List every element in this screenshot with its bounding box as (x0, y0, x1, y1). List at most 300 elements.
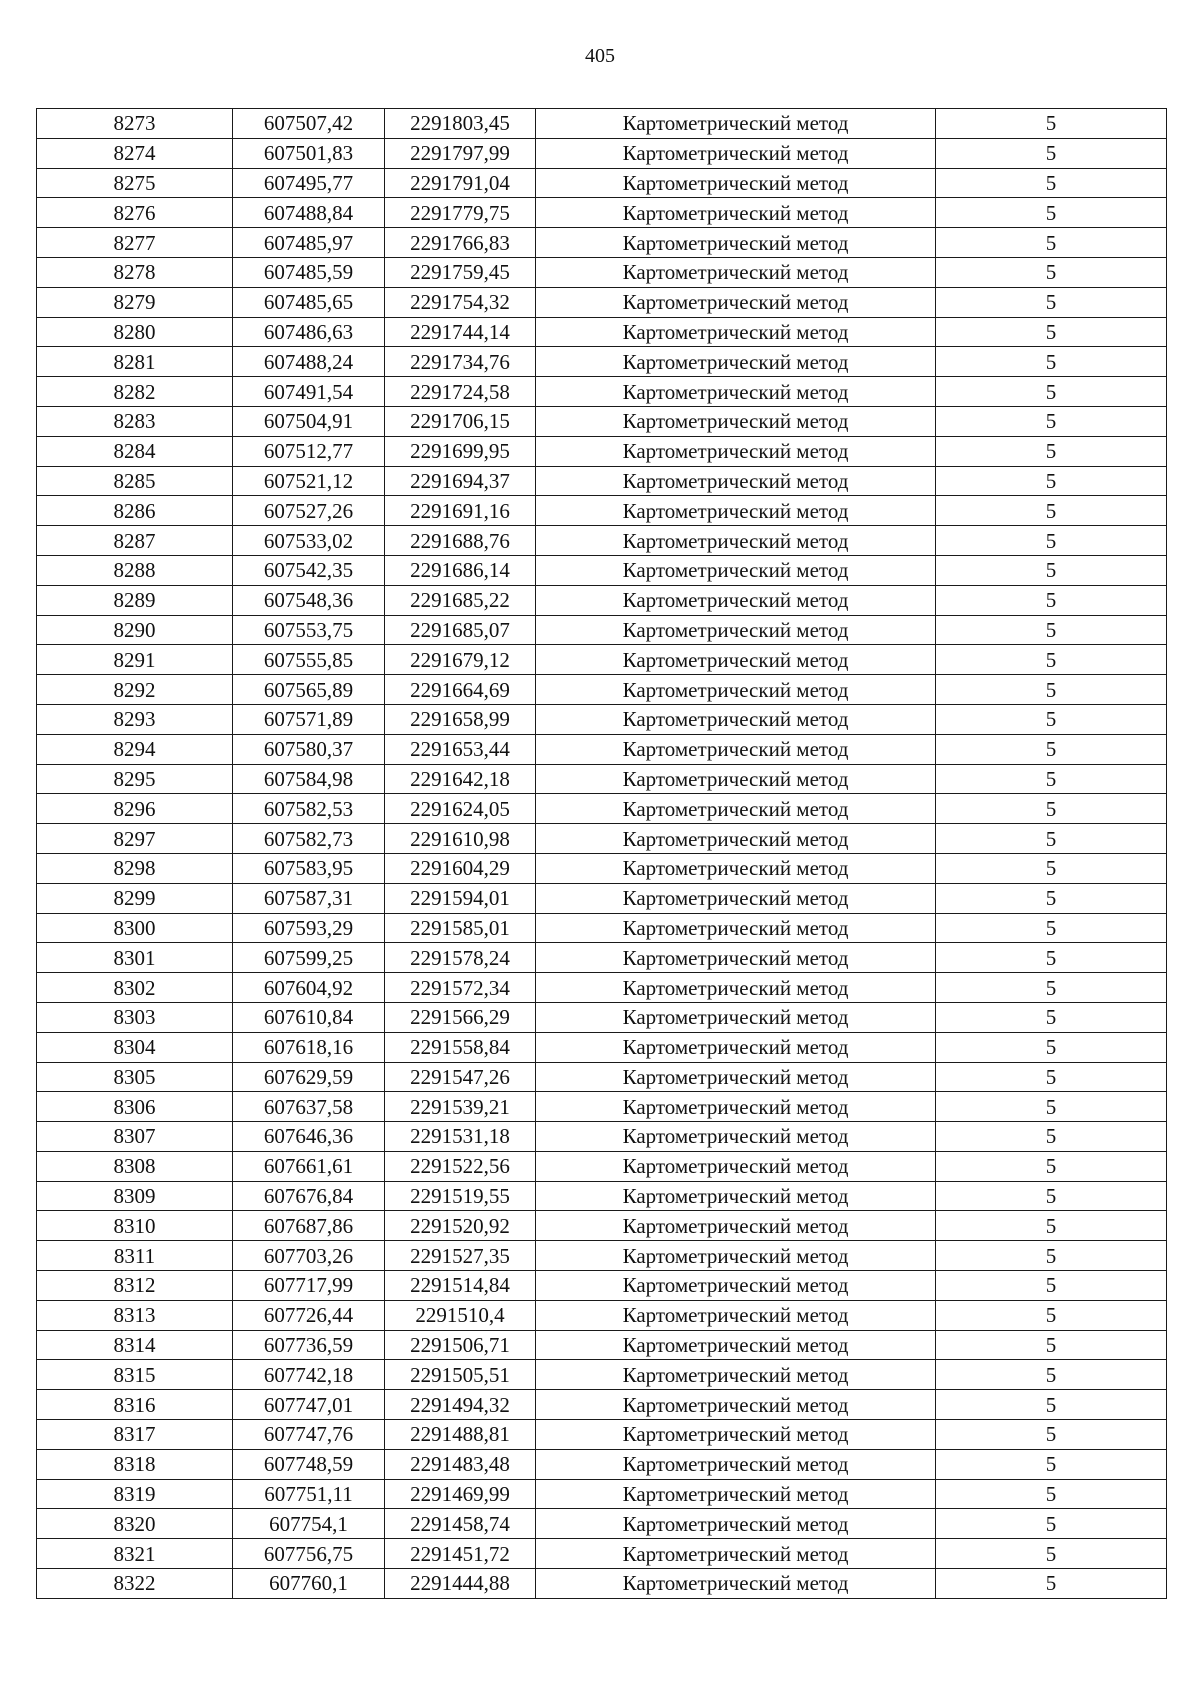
accuracy-cell: 5 (936, 1181, 1167, 1211)
y-coordinate-cell: 2291522,56 (385, 1151, 536, 1181)
accuracy-cell: 5 (936, 526, 1167, 556)
point-number-cell: 8273 (37, 109, 233, 139)
method-cell: Картометрический метод (536, 1181, 936, 1211)
accuracy-cell: 5 (936, 347, 1167, 377)
method-cell: Картометрический метод (536, 734, 936, 764)
accuracy-cell: 5 (936, 1002, 1167, 1032)
y-coordinate-cell: 2291653,44 (385, 734, 536, 764)
method-cell: Картометрический метод (536, 1002, 936, 1032)
x-coordinate-cell: 607646,36 (233, 1122, 385, 1152)
point-number-cell: 8287 (37, 526, 233, 556)
accuracy-cell: 5 (936, 1539, 1167, 1569)
y-coordinate-cell: 2291664,69 (385, 675, 536, 705)
point-number-cell: 8292 (37, 675, 233, 705)
y-coordinate-cell: 2291539,21 (385, 1092, 536, 1122)
accuracy-cell: 5 (936, 1122, 1167, 1152)
method-cell: Картометрический метод (536, 704, 936, 734)
x-coordinate-cell: 607604,92 (233, 973, 385, 1003)
accuracy-cell: 5 (936, 824, 1167, 854)
point-number-cell: 8300 (37, 913, 233, 943)
table-row (37, 168, 1167, 198)
accuracy-cell: 5 (936, 675, 1167, 705)
method-cell: Картометрический метод (536, 1241, 936, 1271)
point-number-cell: 8281 (37, 347, 233, 377)
x-coordinate-cell: 607610,84 (233, 1002, 385, 1032)
x-coordinate-cell: 607756,75 (233, 1539, 385, 1569)
point-number-cell: 8296 (37, 794, 233, 824)
accuracy-cell: 5 (936, 109, 1167, 139)
method-cell: Картометрический метод (536, 943, 936, 973)
accuracy-cell: 5 (936, 466, 1167, 496)
accuracy-cell: 5 (936, 1569, 1167, 1599)
table-row (37, 1151, 1167, 1181)
x-coordinate-cell: 607736,59 (233, 1330, 385, 1360)
table-row (37, 496, 1167, 526)
accuracy-cell: 5 (936, 1032, 1167, 1062)
accuracy-cell: 5 (936, 198, 1167, 228)
x-coordinate-cell: 607754,1 (233, 1509, 385, 1539)
accuracy-cell: 5 (936, 1390, 1167, 1420)
point-number-cell: 8316 (37, 1390, 233, 1420)
accuracy-cell: 5 (936, 257, 1167, 287)
y-coordinate-cell: 2291604,29 (385, 853, 536, 883)
accuracy-cell: 5 (936, 138, 1167, 168)
method-cell: Картометрический метод (536, 406, 936, 436)
y-coordinate-cell: 2291694,37 (385, 466, 536, 496)
point-number-cell: 8274 (37, 138, 233, 168)
point-number-cell: 8285 (37, 466, 233, 496)
point-number-cell: 8290 (37, 615, 233, 645)
y-coordinate-cell: 2291759,45 (385, 257, 536, 287)
y-coordinate-cell: 2291744,14 (385, 317, 536, 347)
accuracy-cell: 5 (936, 406, 1167, 436)
table-row (37, 1539, 1167, 1569)
table-row (37, 973, 1167, 1003)
accuracy-cell: 5 (936, 436, 1167, 466)
accuracy-cell: 5 (936, 1360, 1167, 1390)
table-row (37, 406, 1167, 436)
x-coordinate-cell: 607521,12 (233, 466, 385, 496)
x-coordinate-cell: 607485,65 (233, 287, 385, 317)
y-coordinate-cell: 2291624,05 (385, 794, 536, 824)
table-row (37, 287, 1167, 317)
y-coordinate-cell: 2291688,76 (385, 526, 536, 556)
method-cell: Картометрический метод (536, 436, 936, 466)
method-cell: Картометрический метод (536, 1271, 936, 1301)
point-number-cell: 8304 (37, 1032, 233, 1062)
x-coordinate-cell: 607687,86 (233, 1211, 385, 1241)
x-coordinate-cell: 607512,77 (233, 436, 385, 466)
y-coordinate-cell: 2291766,83 (385, 228, 536, 258)
method-cell: Картометрический метод (536, 1122, 936, 1152)
y-coordinate-cell: 2291572,34 (385, 973, 536, 1003)
x-coordinate-cell: 607582,73 (233, 824, 385, 854)
point-number-cell: 8298 (37, 853, 233, 883)
method-cell: Картометрический метод (536, 287, 936, 317)
y-coordinate-cell: 2291610,98 (385, 824, 536, 854)
table-row (37, 764, 1167, 794)
x-coordinate-cell: 607486,63 (233, 317, 385, 347)
y-coordinate-cell: 2291469,99 (385, 1479, 536, 1509)
table-row (37, 1032, 1167, 1062)
method-cell: Картометрический метод (536, 317, 936, 347)
method-cell: Картометрический метод (536, 1569, 936, 1599)
coordinates-table-body (37, 109, 1167, 1599)
method-cell: Картометрический метод (536, 496, 936, 526)
point-number-cell: 8309 (37, 1181, 233, 1211)
x-coordinate-cell: 607676,84 (233, 1181, 385, 1211)
method-cell: Картометрический метод (536, 466, 936, 496)
y-coordinate-cell: 2291686,14 (385, 555, 536, 585)
method-cell: Картометрический метод (536, 853, 936, 883)
y-coordinate-cell: 2291642,18 (385, 764, 536, 794)
table-row (37, 824, 1167, 854)
table-row (37, 1390, 1167, 1420)
table-row (37, 1300, 1167, 1330)
method-cell: Картометрический метод (536, 1032, 936, 1062)
accuracy-cell: 5 (936, 1420, 1167, 1450)
x-coordinate-cell: 607742,18 (233, 1360, 385, 1390)
point-number-cell: 8322 (37, 1569, 233, 1599)
accuracy-cell: 5 (936, 645, 1167, 675)
y-coordinate-cell: 2291685,07 (385, 615, 536, 645)
x-coordinate-cell: 607717,99 (233, 1271, 385, 1301)
y-coordinate-cell: 2291797,99 (385, 138, 536, 168)
point-number-cell: 8291 (37, 645, 233, 675)
table-row (37, 377, 1167, 407)
point-number-cell: 8319 (37, 1479, 233, 1509)
x-coordinate-cell: 607582,53 (233, 794, 385, 824)
x-coordinate-cell: 607565,89 (233, 675, 385, 705)
method-cell: Картометрический метод (536, 1360, 936, 1390)
method-cell: Картометрический метод (536, 1390, 936, 1420)
point-number-cell: 8284 (37, 436, 233, 466)
table-row (37, 943, 1167, 973)
y-coordinate-cell: 2291679,12 (385, 645, 536, 675)
method-cell: Картометрический метод (536, 675, 936, 705)
table-row (37, 109, 1167, 139)
x-coordinate-cell: 607629,59 (233, 1062, 385, 1092)
method-cell: Картометрический метод (536, 1509, 936, 1539)
point-number-cell: 8315 (37, 1360, 233, 1390)
point-number-cell: 8276 (37, 198, 233, 228)
y-coordinate-cell: 2291451,72 (385, 1539, 536, 1569)
table-row (37, 466, 1167, 496)
accuracy-cell: 5 (936, 168, 1167, 198)
point-number-cell: 8318 (37, 1449, 233, 1479)
y-coordinate-cell: 2291527,35 (385, 1241, 536, 1271)
table-row (37, 1122, 1167, 1152)
table-row (37, 198, 1167, 228)
x-coordinate-cell: 607488,84 (233, 198, 385, 228)
accuracy-cell: 5 (936, 973, 1167, 1003)
point-number-cell: 8280 (37, 317, 233, 347)
table-row (37, 853, 1167, 883)
x-coordinate-cell: 607703,26 (233, 1241, 385, 1271)
method-cell: Картометрический метод (536, 109, 936, 139)
point-number-cell: 8306 (37, 1092, 233, 1122)
method-cell: Картометрический метод (536, 1479, 936, 1509)
y-coordinate-cell: 2291520,92 (385, 1211, 536, 1241)
table-row (37, 1211, 1167, 1241)
method-cell: Картометрический метод (536, 1092, 936, 1122)
accuracy-cell: 5 (936, 883, 1167, 913)
table-row (37, 1360, 1167, 1390)
table-row (37, 913, 1167, 943)
point-number-cell: 8308 (37, 1151, 233, 1181)
x-coordinate-cell: 607485,97 (233, 228, 385, 258)
page-number: 405 (585, 45, 615, 67)
table-row (37, 1569, 1167, 1599)
method-cell: Картометрический метод (536, 1300, 936, 1330)
x-coordinate-cell: 607637,58 (233, 1092, 385, 1122)
accuracy-cell: 5 (936, 1449, 1167, 1479)
method-cell: Картометрический метод (536, 824, 936, 854)
table-row (37, 585, 1167, 615)
method-cell: Картометрический метод (536, 228, 936, 258)
x-coordinate-cell: 607580,37 (233, 734, 385, 764)
table-row (37, 1509, 1167, 1539)
x-coordinate-cell: 607583,95 (233, 853, 385, 883)
x-coordinate-cell: 607533,02 (233, 526, 385, 556)
method-cell: Картометрический метод (536, 1151, 936, 1181)
method-cell: Картометрический метод (536, 1420, 936, 1450)
point-number-cell: 8299 (37, 883, 233, 913)
method-cell: Картометрический метод (536, 257, 936, 287)
point-number-cell: 8303 (37, 1002, 233, 1032)
y-coordinate-cell: 2291488,81 (385, 1420, 536, 1450)
table-row (37, 645, 1167, 675)
method-cell: Картометрический метод (536, 1449, 936, 1479)
y-coordinate-cell: 2291483,48 (385, 1449, 536, 1479)
x-coordinate-cell: 607760,1 (233, 1569, 385, 1599)
table-row (37, 704, 1167, 734)
method-cell: Картометрический метод (536, 883, 936, 913)
point-number-cell: 8277 (37, 228, 233, 258)
point-number-cell: 8286 (37, 496, 233, 526)
table-row (37, 1479, 1167, 1509)
y-coordinate-cell: 2291691,16 (385, 496, 536, 526)
x-coordinate-cell: 607507,42 (233, 109, 385, 139)
point-number-cell: 8278 (37, 257, 233, 287)
y-coordinate-cell: 2291444,88 (385, 1569, 536, 1599)
table-row (37, 615, 1167, 645)
x-coordinate-cell: 607726,44 (233, 1300, 385, 1330)
method-cell: Картометрический метод (536, 168, 936, 198)
table-row (37, 555, 1167, 585)
x-coordinate-cell: 607571,89 (233, 704, 385, 734)
point-number-cell: 8321 (37, 1539, 233, 1569)
method-cell: Картометрический метод (536, 1539, 936, 1569)
x-coordinate-cell: 607747,01 (233, 1390, 385, 1420)
y-coordinate-cell: 2291458,74 (385, 1509, 536, 1539)
accuracy-cell: 5 (936, 794, 1167, 824)
y-coordinate-cell: 2291519,55 (385, 1181, 536, 1211)
point-number-cell: 8283 (37, 406, 233, 436)
table-row (37, 883, 1167, 913)
point-number-cell: 8279 (37, 287, 233, 317)
x-coordinate-cell: 607748,59 (233, 1449, 385, 1479)
y-coordinate-cell: 2291803,45 (385, 109, 536, 139)
accuracy-cell: 5 (936, 1330, 1167, 1360)
y-coordinate-cell: 2291558,84 (385, 1032, 536, 1062)
point-number-cell: 8288 (37, 555, 233, 585)
accuracy-cell: 5 (936, 228, 1167, 258)
method-cell: Картометрический метод (536, 913, 936, 943)
x-coordinate-cell: 607555,85 (233, 645, 385, 675)
table-row (37, 347, 1167, 377)
x-coordinate-cell: 607485,59 (233, 257, 385, 287)
x-coordinate-cell: 607599,25 (233, 943, 385, 973)
table-row (37, 1092, 1167, 1122)
method-cell: Картометрический метод (536, 645, 936, 675)
table-row (37, 228, 1167, 258)
accuracy-cell: 5 (936, 496, 1167, 526)
x-coordinate-cell: 607542,35 (233, 555, 385, 585)
table-row (37, 1271, 1167, 1301)
accuracy-cell: 5 (936, 1509, 1167, 1539)
coordinates-table (36, 108, 1167, 1599)
accuracy-cell: 5 (936, 1211, 1167, 1241)
accuracy-cell: 5 (936, 1241, 1167, 1271)
table-row (37, 675, 1167, 705)
accuracy-cell: 5 (936, 1300, 1167, 1330)
table-row (37, 1002, 1167, 1032)
accuracy-cell: 5 (936, 704, 1167, 734)
x-coordinate-cell: 607587,31 (233, 883, 385, 913)
x-coordinate-cell: 607593,29 (233, 913, 385, 943)
accuracy-cell: 5 (936, 764, 1167, 794)
point-number-cell: 8294 (37, 734, 233, 764)
x-coordinate-cell: 607504,91 (233, 406, 385, 436)
x-coordinate-cell: 607501,83 (233, 138, 385, 168)
point-number-cell: 8297 (37, 824, 233, 854)
y-coordinate-cell: 2291505,51 (385, 1360, 536, 1390)
accuracy-cell: 5 (936, 913, 1167, 943)
accuracy-cell: 5 (936, 585, 1167, 615)
table-row (37, 1062, 1167, 1092)
y-coordinate-cell: 2291547,26 (385, 1062, 536, 1092)
x-coordinate-cell: 607548,36 (233, 585, 385, 615)
accuracy-cell: 5 (936, 1151, 1167, 1181)
table-row (37, 1449, 1167, 1479)
method-cell: Картометрический метод (536, 347, 936, 377)
method-cell: Картометрический метод (536, 555, 936, 585)
y-coordinate-cell: 2291585,01 (385, 913, 536, 943)
y-coordinate-cell: 2291706,15 (385, 406, 536, 436)
method-cell: Картометрический метод (536, 377, 936, 407)
y-coordinate-cell: 2291685,22 (385, 585, 536, 615)
point-number-cell: 8275 (37, 168, 233, 198)
accuracy-cell: 5 (936, 377, 1167, 407)
accuracy-cell: 5 (936, 287, 1167, 317)
y-coordinate-cell: 2291754,32 (385, 287, 536, 317)
accuracy-cell: 5 (936, 734, 1167, 764)
y-coordinate-cell: 2291566,29 (385, 1002, 536, 1032)
method-cell: Картометрический метод (536, 615, 936, 645)
x-coordinate-cell: 607491,54 (233, 377, 385, 407)
method-cell: Картометрический метод (536, 1062, 936, 1092)
accuracy-cell: 5 (936, 317, 1167, 347)
table-row (37, 526, 1167, 556)
method-cell: Картометрический метод (536, 973, 936, 1003)
table-row (37, 794, 1167, 824)
table-row (37, 1241, 1167, 1271)
point-number-cell: 8302 (37, 973, 233, 1003)
method-cell: Картометрический метод (536, 526, 936, 556)
accuracy-cell: 5 (936, 1271, 1167, 1301)
y-coordinate-cell: 2291734,76 (385, 347, 536, 377)
point-number-cell: 8311 (37, 1241, 233, 1271)
point-number-cell: 8312 (37, 1271, 233, 1301)
method-cell: Картометрический метод (536, 138, 936, 168)
y-coordinate-cell: 2291724,58 (385, 377, 536, 407)
point-number-cell: 8310 (37, 1211, 233, 1241)
point-number-cell: 8307 (37, 1122, 233, 1152)
table-row (37, 436, 1167, 466)
point-number-cell: 8293 (37, 704, 233, 734)
y-coordinate-cell: 2291506,71 (385, 1330, 536, 1360)
x-coordinate-cell: 607618,16 (233, 1032, 385, 1062)
x-coordinate-cell: 607527,26 (233, 496, 385, 526)
accuracy-cell: 5 (936, 943, 1167, 973)
point-number-cell: 8314 (37, 1330, 233, 1360)
table-row (37, 1330, 1167, 1360)
x-coordinate-cell: 607747,76 (233, 1420, 385, 1450)
accuracy-cell: 5 (936, 1479, 1167, 1509)
x-coordinate-cell: 607661,61 (233, 1151, 385, 1181)
y-coordinate-cell: 2291791,04 (385, 168, 536, 198)
y-coordinate-cell: 2291578,24 (385, 943, 536, 973)
table-row (37, 1420, 1167, 1450)
method-cell: Картометрический метод (536, 198, 936, 228)
accuracy-cell: 5 (936, 555, 1167, 585)
method-cell: Картометрический метод (536, 1330, 936, 1360)
point-number-cell: 8295 (37, 764, 233, 794)
y-coordinate-cell: 2291658,99 (385, 704, 536, 734)
y-coordinate-cell: 2291531,18 (385, 1122, 536, 1152)
table-row (37, 138, 1167, 168)
y-coordinate-cell: 2291594,01 (385, 883, 536, 913)
table-row (37, 1181, 1167, 1211)
y-coordinate-cell: 2291779,75 (385, 198, 536, 228)
x-coordinate-cell: 607584,98 (233, 764, 385, 794)
x-coordinate-cell: 607553,75 (233, 615, 385, 645)
method-cell: Картометрический метод (536, 794, 936, 824)
point-number-cell: 8289 (37, 585, 233, 615)
method-cell: Картометрический метод (536, 585, 936, 615)
accuracy-cell: 5 (936, 1092, 1167, 1122)
table-row (37, 734, 1167, 764)
point-number-cell: 8305 (37, 1062, 233, 1092)
point-number-cell: 8317 (37, 1420, 233, 1450)
x-coordinate-cell: 607751,11 (233, 1479, 385, 1509)
point-number-cell: 8282 (37, 377, 233, 407)
table-row (37, 317, 1167, 347)
accuracy-cell: 5 (936, 853, 1167, 883)
table-row (37, 257, 1167, 287)
y-coordinate-cell: 2291699,95 (385, 436, 536, 466)
method-cell: Картометрический метод (536, 1211, 936, 1241)
method-cell: Картометрический метод (536, 764, 936, 794)
y-coordinate-cell: 2291494,32 (385, 1390, 536, 1420)
point-number-cell: 8301 (37, 943, 233, 973)
y-coordinate-cell: 2291510,4 (385, 1300, 536, 1330)
x-coordinate-cell: 607495,77 (233, 168, 385, 198)
y-coordinate-cell: 2291514,84 (385, 1271, 536, 1301)
x-coordinate-cell: 607488,24 (233, 347, 385, 377)
point-number-cell: 8320 (37, 1509, 233, 1539)
